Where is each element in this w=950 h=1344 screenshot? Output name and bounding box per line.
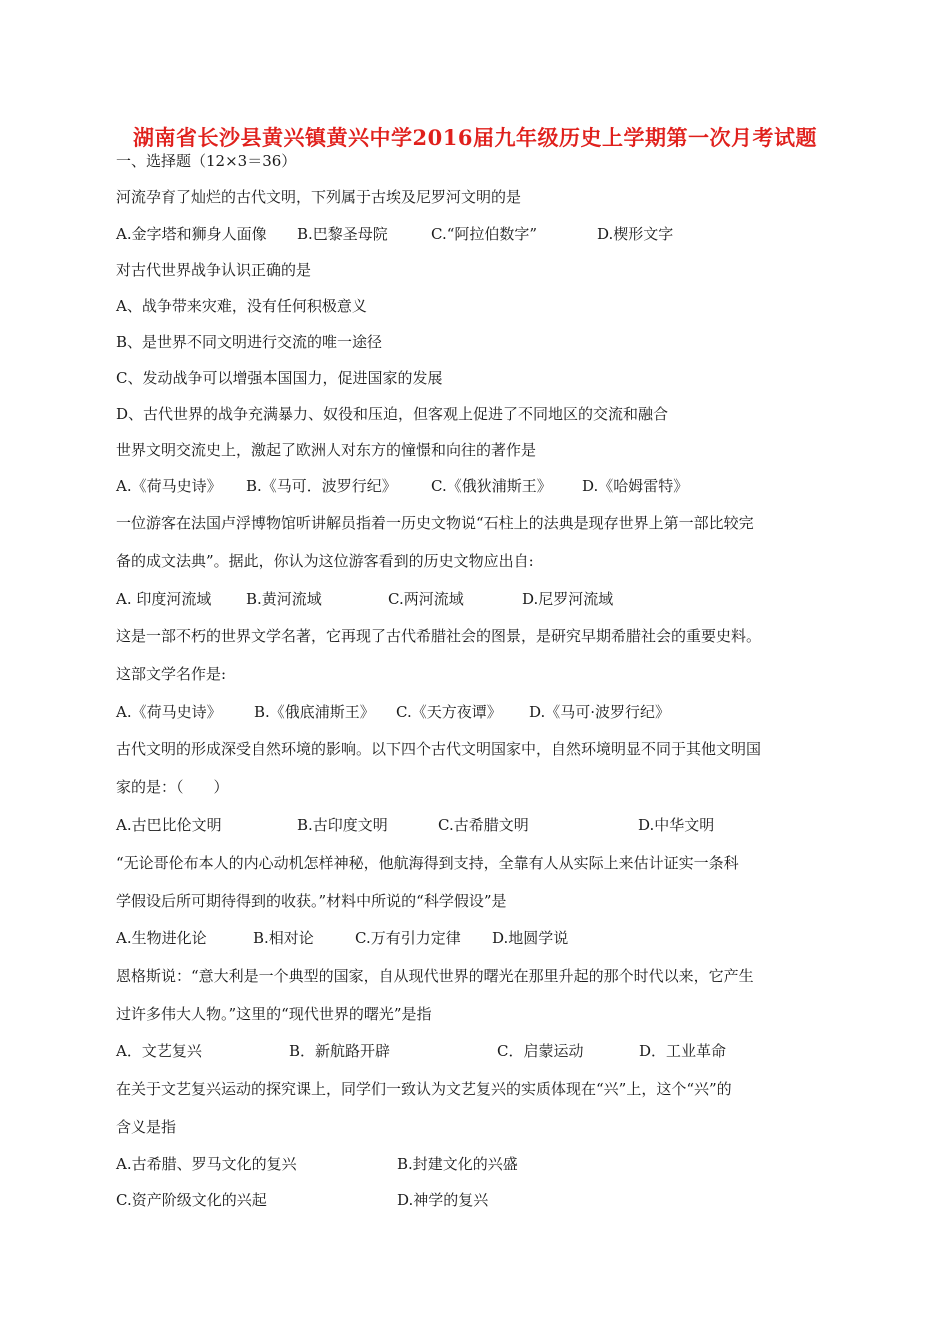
option: A.古希腊、罗马文化的复兴 — [116, 1155, 297, 1173]
option: C.两河流域 — [388, 590, 464, 608]
option: C、发动战争可以增强本国国力，促进国家的发展 — [116, 369, 443, 387]
question-stem: “无论哥伦布本人的内心动机怎样神秘，他航海得到支持，全靠有人从实际上来估计证实一条科 — [116, 854, 739, 872]
option: A.金字塔和狮身人面像 — [116, 225, 267, 243]
option: D.《哈姆雷特》 — [582, 477, 689, 495]
option: B.封建文化的兴盛 — [397, 1155, 518, 1173]
option: A.生物进化论 — [116, 929, 207, 947]
question-stem: 备的成文法典”。据此，你认为这位游客看到的历史文物应出自: — [116, 552, 534, 570]
question-stem: 古代文明的形成深受自然环境的影响。以下四个古代文明国家中，自然环境明显不同于其他文明国 — [116, 740, 762, 758]
option: D.《马可·波罗行纪》 — [529, 703, 671, 721]
option: B.古印度文明 — [297, 816, 388, 834]
section-heading: 一、选择题（12×3＝36） — [116, 152, 297, 170]
option: D.尼罗河流域 — [522, 590, 614, 608]
option: C.万有引力定律 — [355, 929, 461, 947]
option: B.黄河流域 — [246, 590, 322, 608]
question-stem: 这是一部不朽的世界文学名著，它再现了古代希腊社会的图景，是研究早期希腊社会的重要史料。 — [116, 627, 762, 645]
option: C.资产阶级文化的兴起 — [116, 1191, 267, 1209]
question-stem: 过许多伟大人物。”这里的“现代世界的曙光”是指 — [116, 1005, 432, 1023]
option: B．新航路开辟 — [289, 1042, 391, 1060]
option: D.神学的复兴 — [397, 1191, 489, 1209]
option: C.《俄狄浦斯王》 — [431, 477, 552, 495]
option: D.地圆学说 — [492, 929, 569, 947]
question-stem: 世界文明交流史上，激起了欧洲人对东方的憧憬和向往的著作是 — [116, 441, 537, 459]
option: D、古代世界的战争充满暴力、奴役和压迫，但客观上促进了不同地区的交流和融合 — [116, 405, 669, 423]
option: A.古巴比伦文明 — [116, 816, 222, 834]
question-stem: 对古代世界战争认识正确的是 — [116, 261, 312, 279]
option: A、战争带来灾难，没有任何积极意义 — [116, 297, 367, 315]
option: D.楔形文字 — [597, 225, 674, 243]
option: B、是世界不同文明进行交流的唯一途径 — [116, 333, 383, 351]
option: C．启蒙运动 — [497, 1042, 584, 1060]
question-stem: 恩格斯说：“意大利是一个典型的国家，自从现代世界的曙光在那里升起的那个时代以来，它产生 — [116, 967, 754, 985]
option: C.古希腊文明 — [438, 816, 529, 834]
option: A.《荷马史诗》 — [116, 477, 222, 495]
question-stem: 一位游客在法国卢浮博物馆听讲解员指着一历史文物说“石柱上的法典是现存世界上第一部比较完 — [116, 514, 754, 532]
option: D.中华文明 — [638, 816, 715, 834]
option: D．工业革命 — [639, 1042, 727, 1060]
option: B.巴黎圣母院 — [297, 225, 388, 243]
option: C.《天方夜谭》 — [396, 703, 502, 721]
question-stem: 含义是指 — [116, 1118, 177, 1136]
document-title: 湖南省长沙县黄兴镇黄兴中学2016届九年级历史上学期第一次月考试题 — [133, 125, 817, 150]
option: B.相对论 — [253, 929, 314, 947]
question-stem: 在关于文艺复兴运动的探究课上，同学们一致认为文艺复兴的实质体现在“兴”上，这个“兴”的 — [116, 1080, 732, 1098]
option: B.《俄底浦斯王》 — [254, 703, 375, 721]
question-stem: 这部文学名作是: — [116, 665, 227, 683]
option: B.《马可．波罗行纪》 — [246, 477, 397, 495]
option: A.《荷马史诗》 — [116, 703, 222, 721]
question-stem: 家的是：（ ） — [116, 778, 229, 796]
option: A．文艺复兴 — [116, 1042, 202, 1060]
option: C.“阿拉伯数字” — [431, 225, 538, 243]
option: A. 印度河流域 — [116, 590, 212, 608]
question-stem: 河流孕育了灿烂的古代文明，下列属于古埃及尼罗河文明的是 — [116, 188, 522, 206]
question-stem: 学假设后所可期待得到的收获。”材料中所说的“科学假设”是 — [116, 892, 507, 910]
